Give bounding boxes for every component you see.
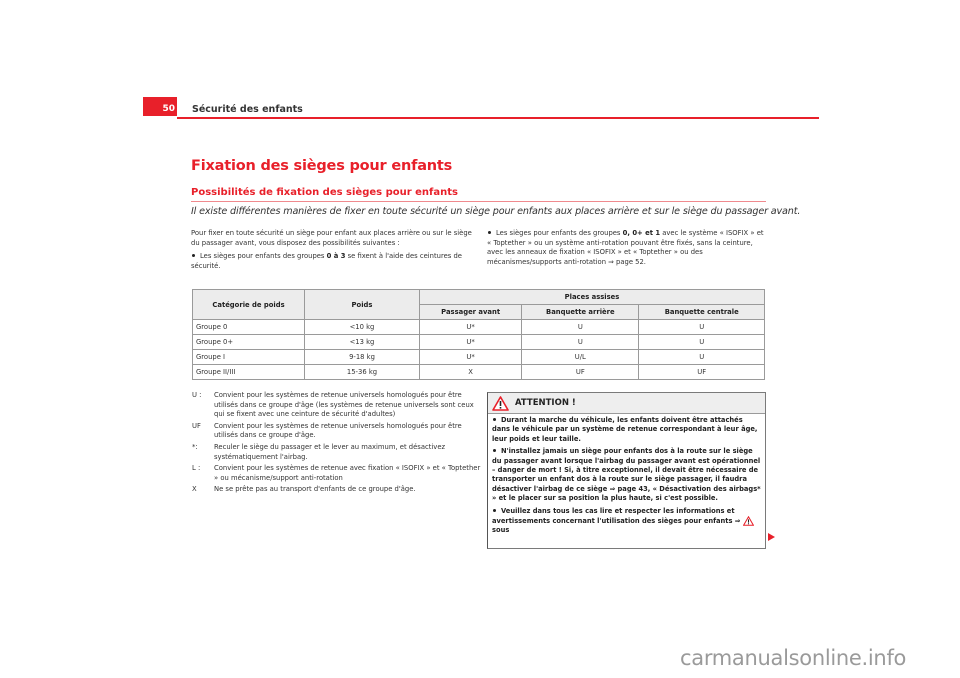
warning-triangle-icon [492,396,509,411]
subtitle-rule [191,201,766,202]
header-rear: Banquette arrière [522,305,639,320]
table-row: Groupe 0 <10 kg U* U U [193,320,765,335]
left-bullet: Les sièges pour enfants des groupes 0 à 3 se fixent à l'aide des ceintures de sécurité. [191,252,462,270]
legend-item: X Ne se prête pas au transport d'enfants de ce groupe d'âge. [192,485,416,494]
legend-item: *: Reculer le siège du passager et le lever au maximum, et désactivez systématiquement l'airbag. [192,442,446,461]
legend-item: UF Convient pour les systèmes de retenue universels homologués pour être utilisés dans ce groupe d'âge. [192,421,462,440]
bullet-icon [493,418,496,421]
header-front: Passager avant [420,305,522,320]
seat-compatibility-table [192,289,765,380]
section-subtitle: Possibilités de fixation des sièges pour enfants [191,187,459,198]
left-paragraph: Pour fixer en toute sécurité un siège pour enfant aux places arrière ou sur le siège du passager avant, vous disposez des possibilités suivantes : [191,229,472,247]
bullet-icon [493,509,496,512]
header-weight: Poids [305,290,420,320]
warning-item: N'installez jamais un siège pour enfants dos à la route sur le siège du passager avant lorsque l'airbag du passager avant est opérationnel – danger de mort ! Si, à titre exceptionnel, il devait être nécessaire de transporter un enfant dos à la route sur le siège passager, il faudra désactiver l'airbag de ce siège ⇒ page 43, « Désactivation des airbags* » et le placer sur sa position la plus haute, si c'est possible. [492,447,761,503]
bullet-icon [493,449,496,452]
warning-item: Veuillez dans tous les cas lire et respecter les informations et avertissements concernant l'utilisation des sièges pour enfants ⇒ sous [492,507,761,536]
table-row: Groupe I 9-18 kg U* U/L U [193,350,765,365]
left-column [191,229,473,275]
header-places: Places assises [420,290,765,305]
legend-item: L : Convient pour les systèmes de retenue avec fixation « ISOFIX » et « Toptether » ou mécanisme/support anti-rotation [192,464,481,482]
bullet-icon [192,254,195,257]
right-column [487,229,767,271]
legend-item: U : Convient pour les systèmes de retenue universels homologués pour être utilisés dans ce groupe d'âge (les systèmes de retenue universels sont ceux qui se fixent avec une ceinture de sécurité d'adultes) [192,391,474,419]
header-center: Banquette centrale [639,305,765,320]
header-rule [177,117,819,119]
right-bullet: Les sièges pour enfants des groupes 0, 0+ et 1 avec le système « ISOFIX » et « Toptether » ou un système anti-rotation pouvant être fixés, sans la ceinture, avec les anneaux de fixation « ISOFIX » et « Toptether » ou des mécanismes/supports anti-rotation ⇒ page 52. [487,229,764,266]
continue-arrow-icon [768,533,775,541]
page-number: 50 [162,104,175,114]
table-legend [192,391,482,497]
intro-text: Il existe différentes manières de fixer en toute sécurité un siège pour enfants aux places arrière et sur le siège du passager avant. [191,206,801,217]
warning-triangle-icon[interactable] [743,516,754,526]
warning-body [488,414,765,541]
bullet-icon [488,231,491,234]
header-category: Catégorie de poids [193,290,305,320]
section-title: Fixation des sièges pour enfants [191,158,453,174]
warning-item: Durant la marche du véhicule, les enfants doivent être attachés dans le véhicule par un système de retenue correspondant à leur âge, leur poids et leur taille. [492,416,758,443]
warning-header [488,393,765,414]
warning-title: ATTENTION ! [515,398,576,408]
table-row: Groupe 0+ <13 kg U* U U [193,335,765,350]
running-title: Sécurité des enfants [192,104,303,115]
table-row: Groupe II/III 15-36 kg X UF UF [193,365,765,380]
page-link-52[interactable]: avec le système « ISOFIX » et « Toptether » ou un système anti-rotation pouvant être fixés, sans la ceinture, avec les anneaux de fixation « ISOFIX » et « Toptether » ou des mécanismes/supports anti-rotation ⇒ page 52. [487,229,764,266]
warning-box [487,392,766,549]
watermark: carmanualsonline.info [680,646,907,670]
